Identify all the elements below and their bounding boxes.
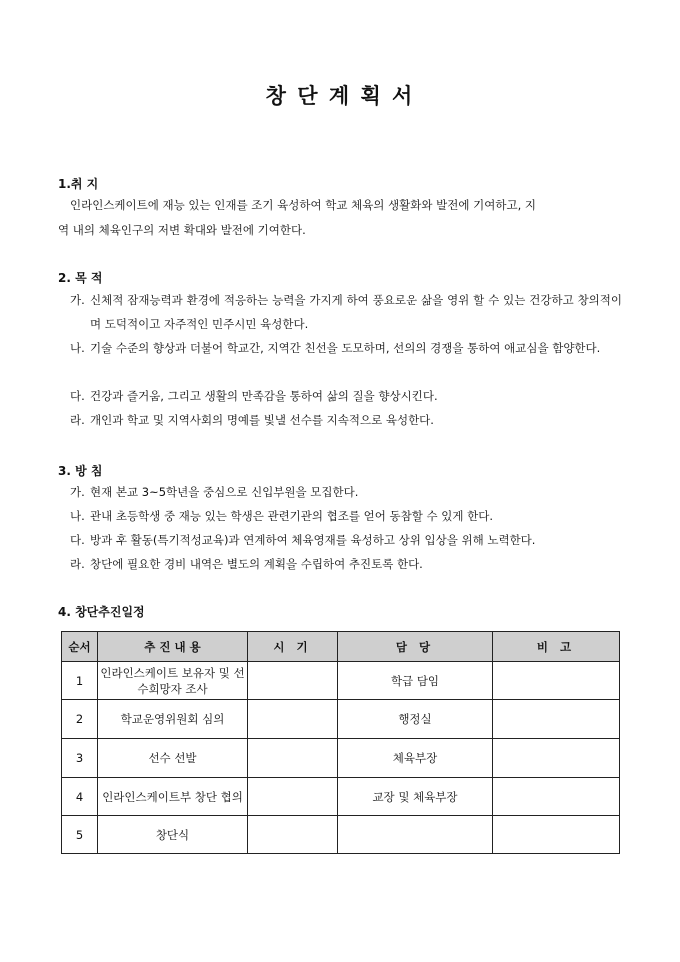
document-title: 창 단 계 획 서 xyxy=(265,83,415,108)
cell-time xyxy=(248,778,338,816)
header-order: 순서 xyxy=(62,632,98,662)
cell-note xyxy=(493,816,620,854)
cell-order: 2 xyxy=(62,700,98,739)
cell-charge: 체육부장 xyxy=(338,739,493,778)
item-marker: 나. xyxy=(70,509,85,523)
item-marker: 라. xyxy=(70,413,85,427)
purpose-item xyxy=(70,384,622,408)
item-marker: 다. xyxy=(70,533,85,547)
policy-item xyxy=(70,552,622,576)
cell-time xyxy=(248,700,338,739)
item-marker: 라. xyxy=(70,557,85,571)
table-row xyxy=(62,778,620,816)
section-1-line-1: 인라인스케이트에 재능 있는 인재를 조기 육성하여 학교 체육의 생활화와 발전에 기여하고, 지 xyxy=(70,198,537,212)
cell-charge: 행정실 xyxy=(338,700,493,739)
policy-item xyxy=(70,504,622,528)
policy-item xyxy=(70,480,622,504)
header-note: 비 고 xyxy=(493,632,620,662)
item-text: 창단에 필요한 경비 내역은 별도의 계획을 수립하여 추진토록 한다. xyxy=(90,557,423,571)
item-text: 관내 초등학생 중 재능 있는 학생은 관련기관의 협조를 얻어 동참할 수 있게 한다. xyxy=(90,509,494,523)
item-marker: 다. xyxy=(70,389,85,403)
item-marker: 나. xyxy=(70,341,85,355)
cell-note xyxy=(493,700,620,739)
item-text: 건강과 즐거움, 그리고 생활의 만족감을 통하여 삶의 질을 향상시킨다. xyxy=(90,389,438,403)
cell-note xyxy=(493,662,620,700)
item-text: 신체적 잠재능력과 환경에 적응하는 능력을 가지게 하여 풍요로운 삶을 영위 할 수 있는 건강하고 창의적이며 도덕적이고 자주적인 민주시민 육성한다. xyxy=(90,293,622,331)
table-row xyxy=(62,816,620,854)
cell-content: 인라인스케이트 보유자 및 선수희망자 조사 xyxy=(98,662,248,700)
item-text: 방과 후 활동(특기적성교육)과 연계하여 체육영재를 육성하고 상위 입상을 위해 노력한다. xyxy=(90,533,536,547)
cell-charge xyxy=(338,816,493,854)
item-text: 기술 수준의 향상과 더불어 학교간, 지역간 친선을 도모하며, 선의의 경쟁을 통하여 애교심을 함양한다. xyxy=(90,341,601,355)
section-3-heading: 3. 방 침 xyxy=(58,464,103,478)
table-header-row xyxy=(62,632,620,662)
cell-content: 창단식 xyxy=(98,816,248,854)
cell-order: 5 xyxy=(62,816,98,854)
item-text: 현재 본교 3~5학년을 중심으로 신입부원을 모집한다. xyxy=(90,485,359,499)
cell-content: 인라인스케이트부 창단 협의 xyxy=(98,778,248,816)
cell-order: 1 xyxy=(62,662,98,700)
cell-time xyxy=(248,739,338,778)
table-row xyxy=(62,662,620,700)
item-marker: 가. xyxy=(70,485,85,499)
header-time: 시 기 xyxy=(248,632,338,662)
cell-content: 선수 선발 xyxy=(98,739,248,778)
cell-charge: 교장 및 체육부장 xyxy=(338,778,493,816)
table-row xyxy=(62,739,620,778)
section-2-heading: 2. 목 적 xyxy=(58,271,103,285)
cell-order: 3 xyxy=(62,739,98,778)
purpose-item xyxy=(70,288,622,336)
header-charge: 담 당 xyxy=(338,632,493,662)
cell-content: 학교운영위원회 심의 xyxy=(98,700,248,739)
header-content: 추 진 내 용 xyxy=(98,632,248,662)
cell-note xyxy=(493,739,620,778)
cell-order: 4 xyxy=(62,778,98,816)
table-row xyxy=(62,700,620,739)
item-marker: 가. xyxy=(70,293,85,307)
cell-time xyxy=(248,816,338,854)
section-1-line-2: 역 내의 체육인구의 저변 확대와 발전에 기여한다. xyxy=(58,223,306,237)
cell-charge: 학급 담임 xyxy=(338,662,493,700)
section-4-heading: 4. 창단추진일정 xyxy=(58,605,145,619)
purpose-item xyxy=(70,336,622,360)
cell-note xyxy=(493,778,620,816)
cell-time xyxy=(248,662,338,700)
item-text: 개인과 학교 및 지역사회의 명예를 빛낼 선수를 지속적으로 육성한다. xyxy=(90,413,434,427)
policy-item xyxy=(70,528,622,552)
purpose-item xyxy=(70,408,622,432)
schedule-table xyxy=(61,631,620,854)
section-1-heading: 1.취 지 xyxy=(58,177,99,191)
